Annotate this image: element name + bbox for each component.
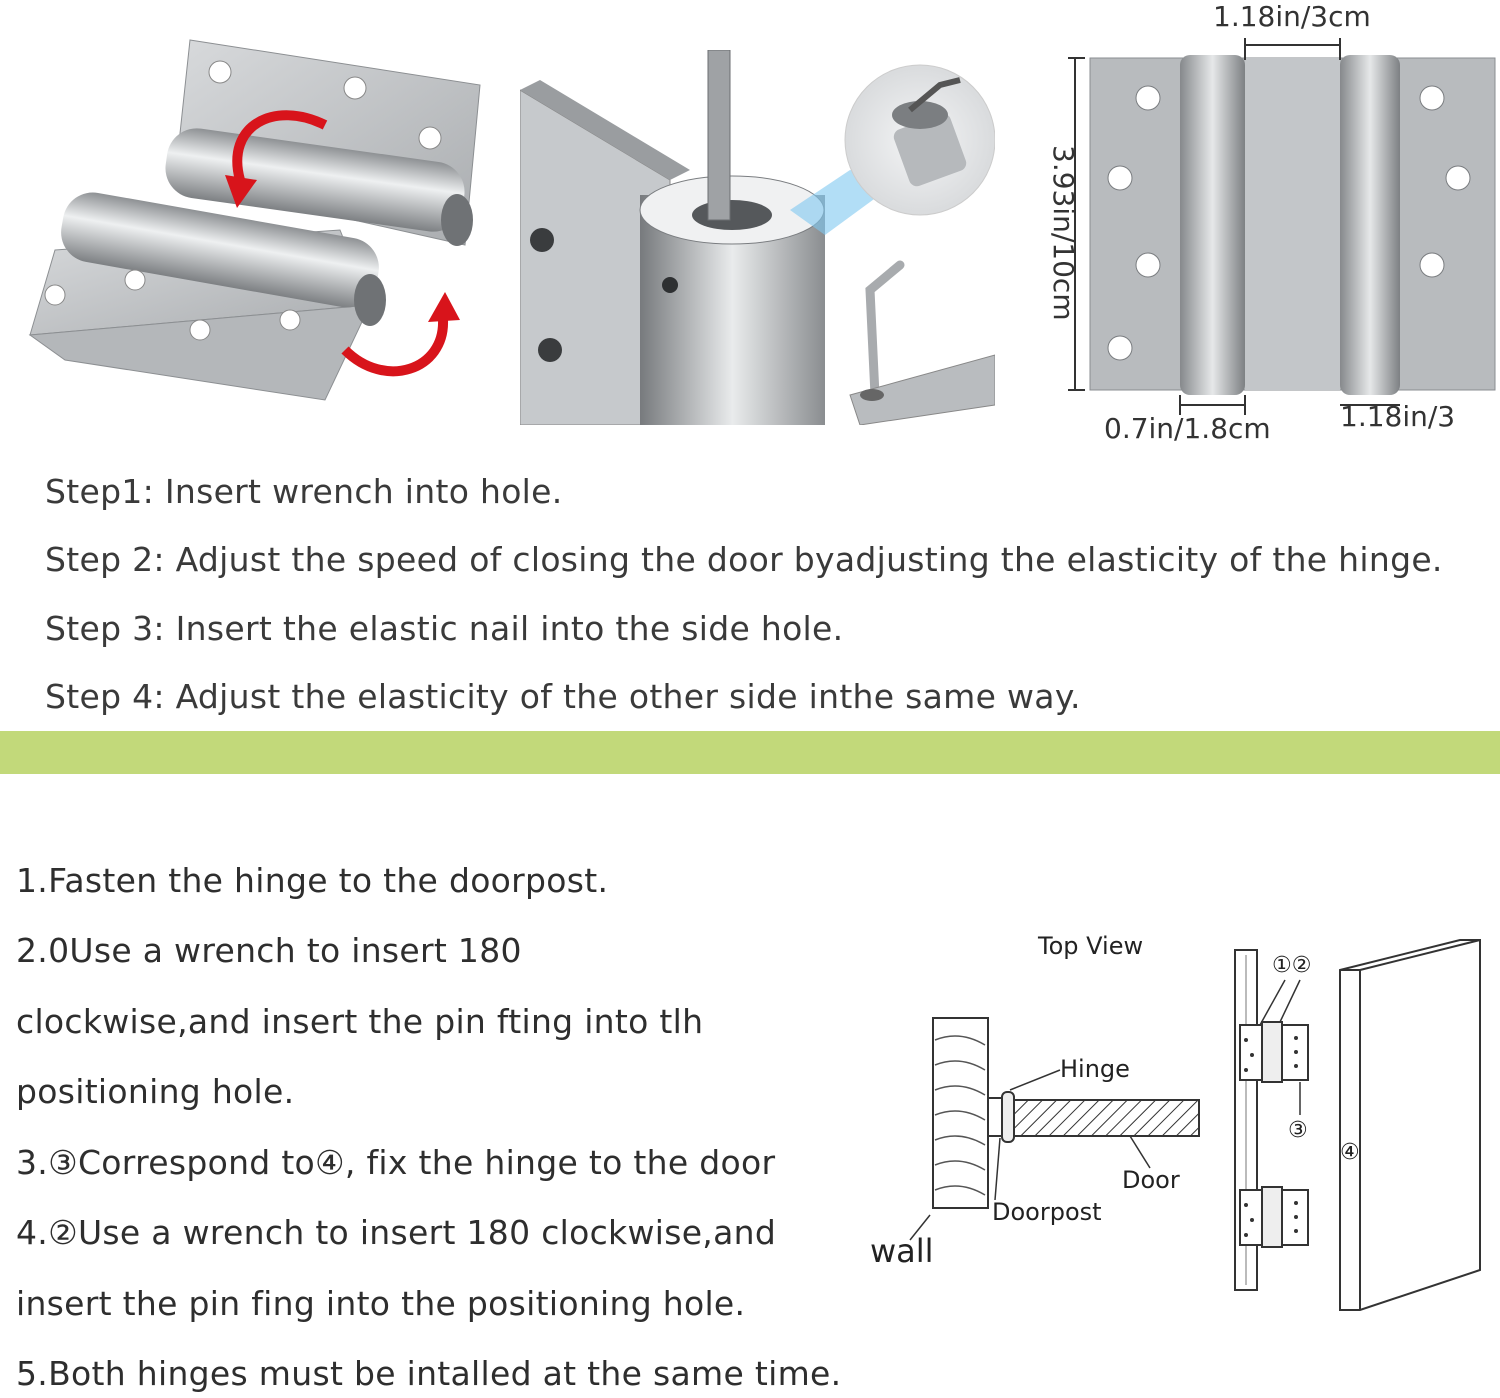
top-width-dimension: 1.18in/3cm [1213, 0, 1371, 33]
step-4-text: Step 4: Adjust the elasticity of the other side inthe same way. [45, 677, 1081, 716]
instruction-line-8: 5.Both hinges must be intalled at the same time. [16, 1354, 842, 1393]
l-wrench [870, 265, 900, 395]
instruction-line-5: 3.③Correspond to④, fix the hinge to the door [16, 1143, 776, 1182]
instruction-line-1: 1.Fasten the hinge to the doorpost. [16, 861, 609, 900]
upper-hinge-barrel [1262, 1022, 1282, 1082]
door-section [1014, 1100, 1199, 1136]
doorpost-block [988, 1098, 1002, 1136]
top-view-label: Top View [1038, 932, 1144, 960]
right-width-dimension: 1.18in/3 [1340, 400, 1456, 433]
green-divider-band [0, 731, 1500, 774]
callout-3: ③ [1288, 1118, 1308, 1143]
hinge-label: Hinge [1060, 1055, 1130, 1083]
callout-1-2: ①② [1272, 953, 1312, 978]
height-dimension: 3.93in/10cm [1047, 145, 1080, 321]
doorpost-label: Doorpost [992, 1198, 1102, 1226]
instruction-line-6: 4.②Use a wrench to insert 180 clockwise,and [16, 1213, 777, 1252]
callout-4: ④ [1340, 1140, 1360, 1165]
step-2-text: Step 2: Adjust the speed of closing the door byadjusting the elasticity of the hinge. [45, 540, 1443, 579]
instruction-line-2: 2.0Use a wrench to insert 180 [16, 931, 522, 970]
step-1-text: Step1: Insert wrench into hole. [45, 472, 563, 511]
instruction-line-4: positioning hole. [16, 1072, 295, 1111]
hex-wrench [708, 50, 730, 220]
top-view-hinge [1002, 1092, 1014, 1142]
wrench-insertion-photo [520, 50, 995, 425]
instruction-line-3: clockwise,and insert the pin fting into tlh [16, 1002, 704, 1041]
hinge-rotation-photo [25, 30, 495, 410]
dimension-photo [1060, 0, 1500, 450]
installation-diagram [860, 900, 1500, 1390]
instruction-line-7: insert the pin fing into the positioning hole. [16, 1284, 746, 1323]
wall-label: wall [870, 1232, 934, 1270]
upper-hinge-left-leaf [1240, 1025, 1262, 1080]
lower-hinge-left-leaf [1240, 1190, 1262, 1245]
lower-hinge-barrel [1262, 1187, 1282, 1247]
door-label: Door [1122, 1166, 1180, 1194]
step-3-text: Step 3: Insert the elastic nail into the side hole. [45, 609, 844, 648]
knuckle-width-dimension: 0.7in/1.8cm [1104, 412, 1271, 445]
